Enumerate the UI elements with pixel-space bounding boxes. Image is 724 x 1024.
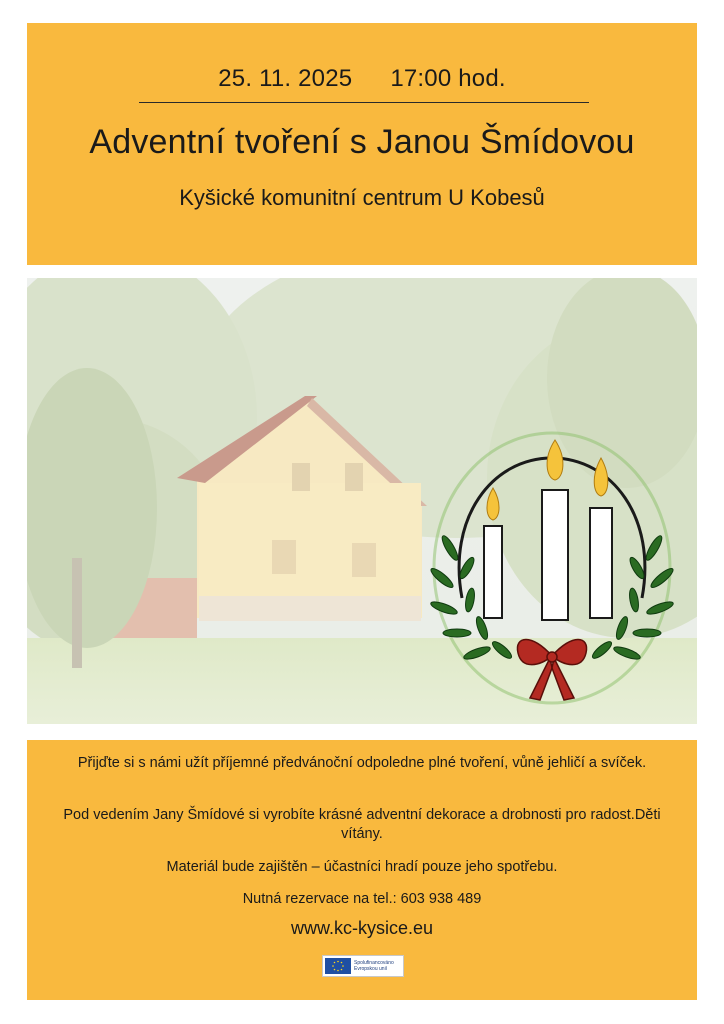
event-time: 17:00 hod. [390, 65, 506, 92]
eu-logo-line1: Spolufinancováno [354, 960, 394, 966]
venue-photo [27, 278, 697, 724]
header-divider [139, 102, 589, 103]
event-venue: Kyšické komunitní centrum U Kobesů [179, 185, 545, 210]
eu-logo-line2: Evropskou unií [354, 966, 388, 972]
description-text: Pod vedením Jany Šmídové si vyrobíte krásné adventní dekorace a drobnosti pro radost.Děti vítány. [63, 807, 661, 842]
advent-wreath-candles-icon [422, 428, 692, 718]
website-link[interactable]: www.kc-kysice.eu [290, 918, 434, 938]
eu-cofinanced-logo [322, 955, 404, 977]
eu-flag-icon [325, 958, 351, 974]
event-datetime [27, 65, 697, 93]
reservation-text: Nutná rezervace na tel.: 603 938 489 [242, 891, 482, 907]
eu-logo-text [354, 960, 394, 972]
event-title: Adventní tvoření s Janou Šmídovou [89, 123, 635, 161]
header-banner [27, 23, 697, 265]
event-date: 25. 11. 2025 [218, 65, 353, 92]
invitation-text: Přijďte si s námi užít příjemné předvánoční odpoledne plné tvoření, vůně jehličí a svíček. [77, 755, 647, 771]
info-panel [27, 740, 697, 1000]
material-text: Materiál bude zajištěn – účastníci hradí pouze jeho spotřebu. [166, 859, 558, 875]
